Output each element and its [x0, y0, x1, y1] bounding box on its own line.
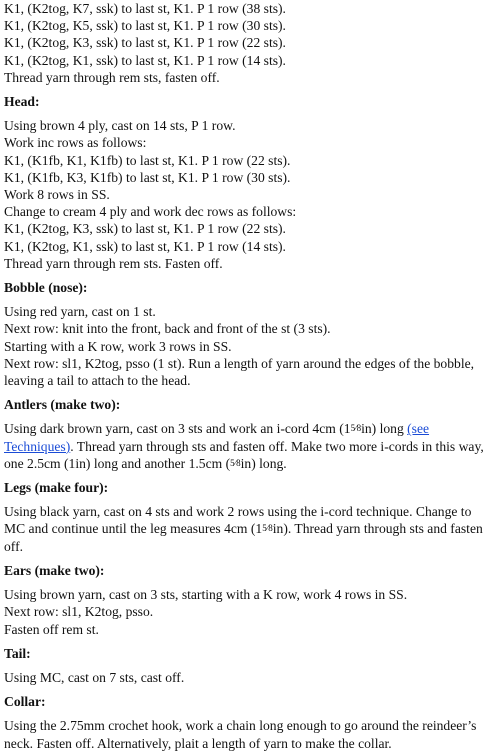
fraction: 5⁄8	[230, 457, 241, 468]
legs-text-a: Using black yarn, cast on 4 sts and work 2 rows using the i-cord technique. Change to MC and continue until the leg measures 4cm (1	[4, 504, 472, 537]
antlers-heading: Antlers (make two):	[4, 397, 121, 413]
instruction-line: Using red yarn, cast on 1 st.	[4, 304, 156, 320]
antlers-text-b: in) long	[361, 421, 408, 437]
tail-section	[4, 669, 491, 686]
antlers-text-c: . Thread yarn through sts and fasten off. Make two more i-cords in this way, one 2.5cm (1in) long and another 1.5cm (	[4, 438, 484, 471]
collar-paragraph: Using the 2.75mm crochet hook, work a chain long enough to go around the reindeer’s neck. Fasten off. Alternatively, plait a length of yarn to make the collar.	[4, 718, 477, 751]
instruction-line: K1, (K1fb, K1, K1fb) to last st, K1. P 1 row (22 sts).	[4, 152, 291, 168]
instruction-line: K1, (K2tog, K3, ssk) to last st, K1. P 1 row (22 sts).	[4, 35, 286, 51]
ears-heading: Ears (make two):	[4, 562, 105, 578]
instruction-line: Work inc rows as follows:	[4, 135, 147, 151]
ears-section	[4, 586, 491, 638]
bobble-heading: Bobble (nose):	[4, 280, 88, 296]
bobble-section	[4, 303, 491, 389]
tail-heading: Tail:	[4, 645, 31, 661]
legs-paragraph	[4, 503, 491, 555]
instruction-line: Change to cream 4 ply and work dec rows as follows:	[4, 204, 297, 220]
instruction-line: K1, (K1fb, K3, K1fb) to last st, K1. P 1 row (30 sts).	[4, 169, 291, 185]
instruction-line: Thread yarn through rem sts. Fasten off.	[4, 255, 223, 271]
instruction-line: K1, (K2tog, K1, ssk) to last st, K1. P 1 row (14 sts).	[4, 238, 286, 254]
instruction-line: Work 8 rows in SS.	[4, 187, 110, 203]
instruction-line: K1, (K2tog, K1, ssk) to last st, K1. P 1 row (14 sts).	[4, 52, 286, 68]
fraction: 5⁄8	[262, 523, 273, 534]
instruction-line: K1, (K2tog, K7, ssk) to last st, K1. P 1 row (38 sts).	[4, 1, 286, 16]
instruction-line: Fasten off rem st.	[4, 621, 99, 637]
antlers-text-d: in) long.	[240, 455, 287, 471]
head-section	[4, 117, 491, 272]
antlers-paragraph	[4, 420, 491, 472]
head-heading: Head:	[4, 94, 40, 110]
instruction-line: Starting with a K row, work 3 rows in SS.	[4, 338, 232, 354]
instruction-paragraph: Next row: sl1, K2tog, psso (1 st). Run a length of yarn around the edges of the bobble, leaving a tail to attach to the head.	[4, 355, 475, 389]
instruction-line: Thread yarn through rem sts, fasten off.	[4, 69, 220, 85]
instruction-line: Using brown yarn, cast on 3 sts, starting with a K row, work 4 rows in SS.	[4, 587, 408, 603]
instruction-line: Next row: sl1, K2tog, psso.	[4, 604, 154, 620]
instruction-line: Next row: knit into the front, back and front of the st (3 sts).	[4, 321, 331, 337]
instruction-line: Using MC, cast on 7 sts, cast off.	[4, 669, 185, 685]
legs-text-b: in). Thread yarn through sts and fasten off.	[4, 521, 483, 554]
instruction-line: K1, (K2tog, K5, ssk) to last st, K1. P 1 row (30 sts).	[4, 18, 286, 34]
antlers-text-a: Using dark brown yarn, cast on 3 sts and work an i-cord 4cm (1	[4, 421, 351, 437]
fraction: 5⁄8	[350, 423, 362, 434]
instruction-line: Using brown 4 ply, cast on 14 sts, P 1 row.	[4, 118, 236, 134]
see-techniques-link[interactable]: (see Techniques)	[4, 421, 430, 454]
top-instructions	[4, 0, 491, 86]
legs-heading: Legs (make four):	[4, 480, 109, 496]
instruction-line: K1, (K2tog, K3, ssk) to last st, K1. P 1 row (22 sts).	[4, 221, 286, 237]
collar-heading: Collar:	[4, 694, 46, 710]
